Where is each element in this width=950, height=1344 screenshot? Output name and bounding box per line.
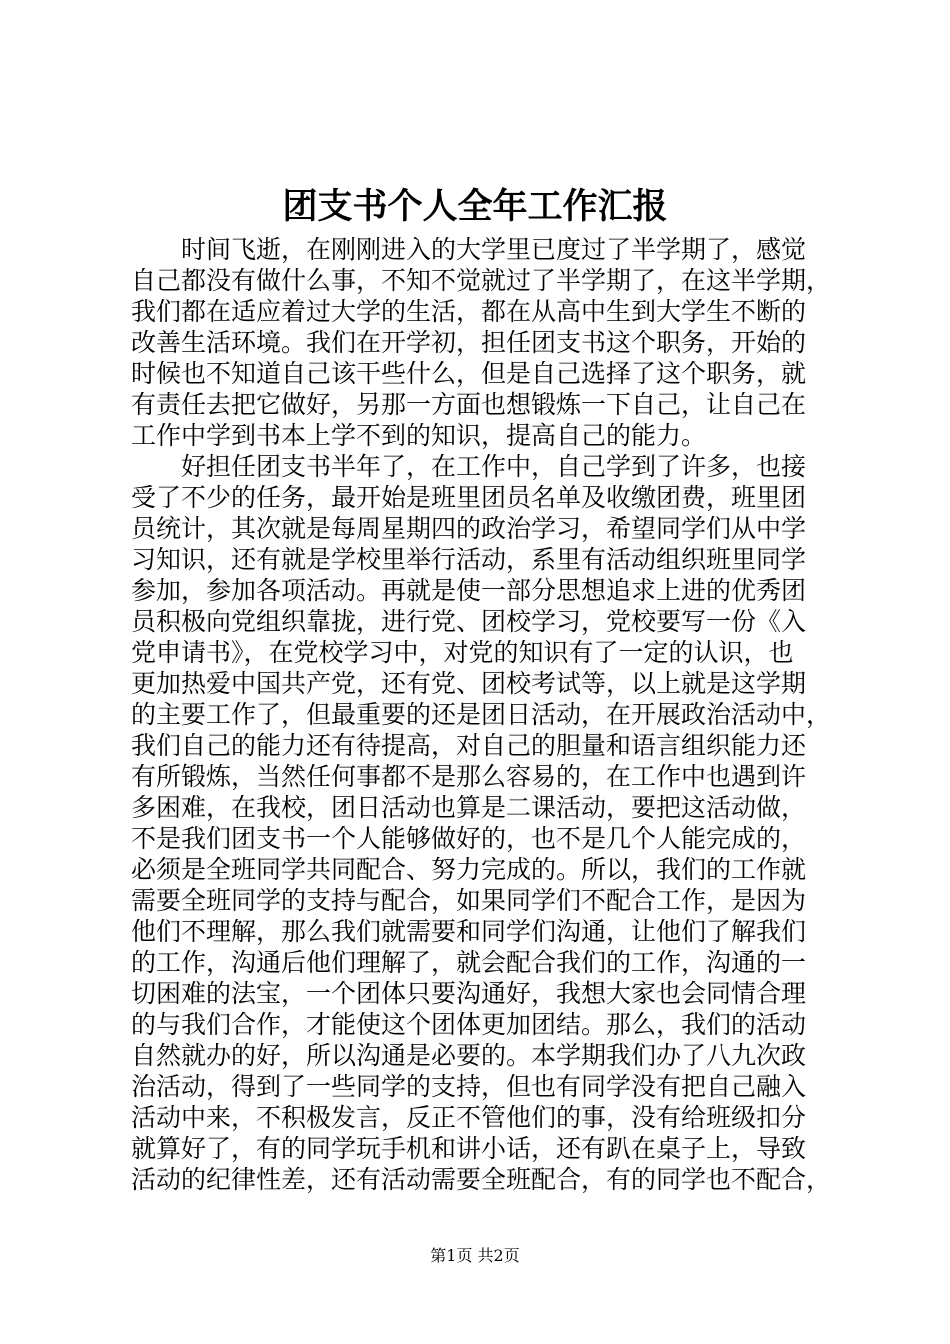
text-line: 时候也不知道自己该干些什么，但是自己选择了这个职务，就 (131, 359, 807, 388)
text-line: 时间飞逝，在刚刚进入的大学里已度过了半学期了，感觉 (181, 235, 807, 264)
document-title: 团支书个人全年工作汇报 (282, 186, 668, 227)
text-line: 不是我们团支书一个人能够做好的，也不是几个人能完成的， (131, 824, 807, 853)
text-line: 活动中来，不积极发言，反正不管他们的事，没有给班级扣分 (131, 1103, 807, 1132)
text-line: 习知识，还有就是学校里举行活动，系里有活动组织班里同学 (131, 545, 807, 574)
text-line: 自然就办的好，所以沟通是必要的。本学期我们办了八九次政 (131, 1041, 807, 1070)
text-line: 好担任团支书半年了，在工作中，自己学到了许多，也接 (181, 452, 807, 481)
text-line: 他们不理解，那么我们就需要和同学们沟通，让他们了解我们 (131, 917, 807, 946)
text-line: 受了不少的任务，最开始是班里团员名单及收缴团费，班里团 (131, 483, 807, 512)
text-line: 的与我们合作，才能使这个团体更加团结。那么，我们的活动 (131, 1010, 807, 1039)
document-body (131, 234, 833, 1195)
text-line: 员统计，其次就是每周星期四的政治学习，希望同学们从中学 (131, 514, 807, 543)
text-line: 工作中学到书本上学不到的知识，提高自己的能力。 (131, 421, 707, 450)
text-line: 员积极向党组织靠拢，进行党、团校学习，党校要写一份《入 (131, 607, 807, 636)
text-line: 多困难，在我校，团日活动也算是二课活动，要把这活动做， (131, 793, 807, 822)
text-line: 有责任去把它做好，另那一方面也想锻炼一下自己，让自己在 (131, 390, 807, 419)
text-line: 必须是全班同学共同配合、努力完成的。所以，我们的工作就 (131, 855, 807, 884)
text-line: 需要全班同学的支持与配合，如果同学们不配合工作，是因为 (131, 886, 807, 915)
text-line: 治活动，得到了一些同学的支持，但也有同学没有把自己融入 (131, 1072, 807, 1101)
text-line: 有所锻炼，当然任何事都不是那么容易的，在工作中也遇到许 (131, 762, 807, 791)
text-line: 自己都没有做什么事，不知不觉就过了半学期了，在这半学期， (131, 266, 832, 295)
text-line: 的工作，沟通后他们理解了，就会配合我们的工作，沟通的一 (131, 948, 807, 977)
text-line: 更加热爱中国共产党，还有党、团校考试等，以上就是这学期 (131, 669, 807, 698)
text-line: 切困难的法宝，一个团体只要沟通好，我想大家也会同情合理 (131, 979, 807, 1008)
text-line: 我们自己的能力还有待提高，对自己的胆量和语言组织能力还 (131, 731, 807, 760)
text-line: 党申请书》，在党校学习中，对党的知识有了一定的认识，也 (131, 638, 794, 667)
text-line: 改善生活环境。我们在开学初，担任团支书这个职务，开始的 (131, 328, 807, 357)
text-line: 就算好了，有的同学玩手机和讲小话，还有趴在桌子上，导致 (131, 1134, 807, 1163)
text-line: 我们都在适应着过大学的生活，都在从高中生到大学生不断的 (131, 297, 807, 326)
text-line: 的主要工作了，但最重要的还是团日活动，在开展政治活动中， (131, 700, 832, 729)
text-line: 活动的纪律性差，还有活动需要全班配合，有的同学也不配合， (131, 1165, 832, 1194)
text-line: 参加，参加各项活动。再就是使一部分思想追求上进的优秀团 (131, 576, 807, 605)
page-footer: 第1页 共2页 (430, 1246, 520, 1265)
